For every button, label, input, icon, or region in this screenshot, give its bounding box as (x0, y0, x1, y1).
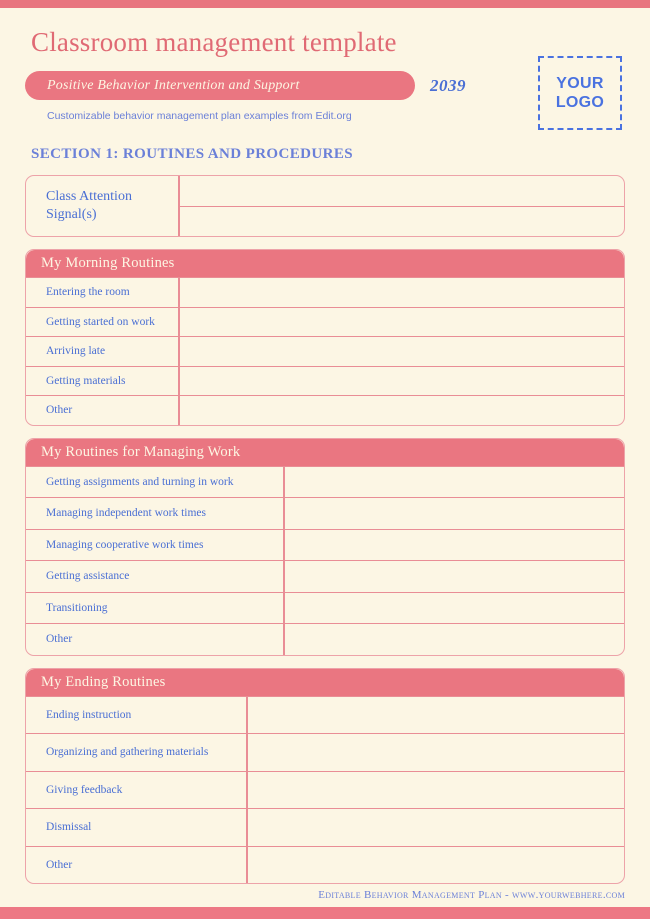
routine-card-ending (25, 668, 625, 885)
routine-input[interactable] (285, 593, 624, 624)
table-row (26, 696, 624, 734)
routine-label: Getting started on work (26, 308, 180, 337)
routine-label: Other (26, 396, 180, 425)
logo-placeholder[interactable] (538, 56, 622, 130)
routine-label: Other (26, 847, 248, 884)
routine-label: Getting assistance (26, 561, 285, 592)
routine-input[interactable] (285, 498, 624, 529)
routine-input[interactable] (180, 278, 624, 307)
year-label: 2039 (430, 76, 466, 95)
routine-input[interactable] (285, 530, 624, 561)
table-row (26, 560, 624, 592)
logo-line-2: LOGO (555, 94, 605, 111)
table-row (26, 808, 624, 846)
routine-card-title: My Morning Routines (41, 255, 175, 271)
class-attention-input-bottom[interactable] (180, 206, 624, 236)
routine-input[interactable] (285, 561, 624, 592)
routine-input[interactable] (180, 308, 624, 337)
routine-label: Getting assignments and turning in work (26, 467, 285, 498)
routine-label: Giving feedback (26, 772, 248, 809)
routine-card-morning (25, 249, 625, 426)
table-row (26, 336, 624, 366)
table-row (26, 733, 624, 771)
routine-label: Organizing and gathering materials (26, 734, 248, 771)
routine-label: Getting materials (26, 367, 180, 396)
routine-label: Managing independent work times (26, 498, 285, 529)
routine-label: Managing cooperative work times (26, 530, 285, 561)
table-row (26, 395, 624, 425)
table-row (26, 771, 624, 809)
logo-line-1: YOUR (556, 75, 604, 92)
routine-input[interactable] (180, 396, 624, 425)
banner-pill-label: Positive Behavior Intervention and Support (47, 77, 300, 93)
table-row (26, 277, 624, 307)
table-row (26, 307, 624, 337)
routine-input[interactable] (180, 337, 624, 366)
table-row (26, 846, 624, 884)
routine-label: Arriving late (26, 337, 180, 366)
table-row (26, 366, 624, 396)
top-accent-bar (0, 0, 650, 8)
class-attention-label: Class Attention Signal(s) (26, 176, 180, 236)
routine-card-header-morning (26, 250, 624, 277)
routine-label: Dismissal (26, 809, 248, 846)
class-attention-fields (180, 176, 624, 236)
sections-host (25, 249, 625, 884)
routine-label: Entering the room (26, 278, 180, 307)
header-row (25, 71, 625, 130)
routine-input[interactable] (180, 367, 624, 396)
routine-label: Ending instruction (26, 697, 248, 734)
table-row (26, 592, 624, 624)
page-content (0, 8, 650, 907)
routine-input[interactable] (285, 467, 624, 498)
banner-pill[interactable] (25, 71, 415, 100)
routine-input[interactable] (248, 847, 624, 884)
routine-card-work (25, 438, 625, 656)
table-row (26, 497, 624, 529)
routine-label: Other (26, 624, 285, 655)
routine-input[interactable] (285, 624, 624, 655)
routine-card-title: My Ending Routines (41, 673, 166, 690)
page-title: Classroom management template (31, 27, 397, 57)
routine-card-header-ending (26, 669, 624, 696)
routine-label: Transitioning (26, 593, 285, 624)
routine-card-header-work (26, 439, 624, 466)
header-left-group (25, 71, 538, 122)
routine-input[interactable] (248, 697, 624, 734)
routine-input[interactable] (248, 772, 624, 809)
table-row (26, 529, 624, 561)
routine-card-title: My Routines for Managing Work (41, 443, 241, 460)
table-row (26, 466, 624, 498)
subtitle-text: Customizable behavior management plan examples from Edit.org (47, 110, 352, 122)
routine-input[interactable] (248, 734, 624, 771)
class-attention-input-top[interactable] (180, 176, 624, 206)
class-attention-card (25, 175, 625, 237)
bottom-accent-bar (0, 907, 650, 919)
footer-text: Editable Behavior Management Plan - www.yourwebhere.com (318, 889, 625, 901)
section-heading: SECTION 1: ROUTINES AND PROCEDURES (31, 146, 353, 162)
table-row (26, 623, 624, 655)
routine-input[interactable] (248, 809, 624, 846)
